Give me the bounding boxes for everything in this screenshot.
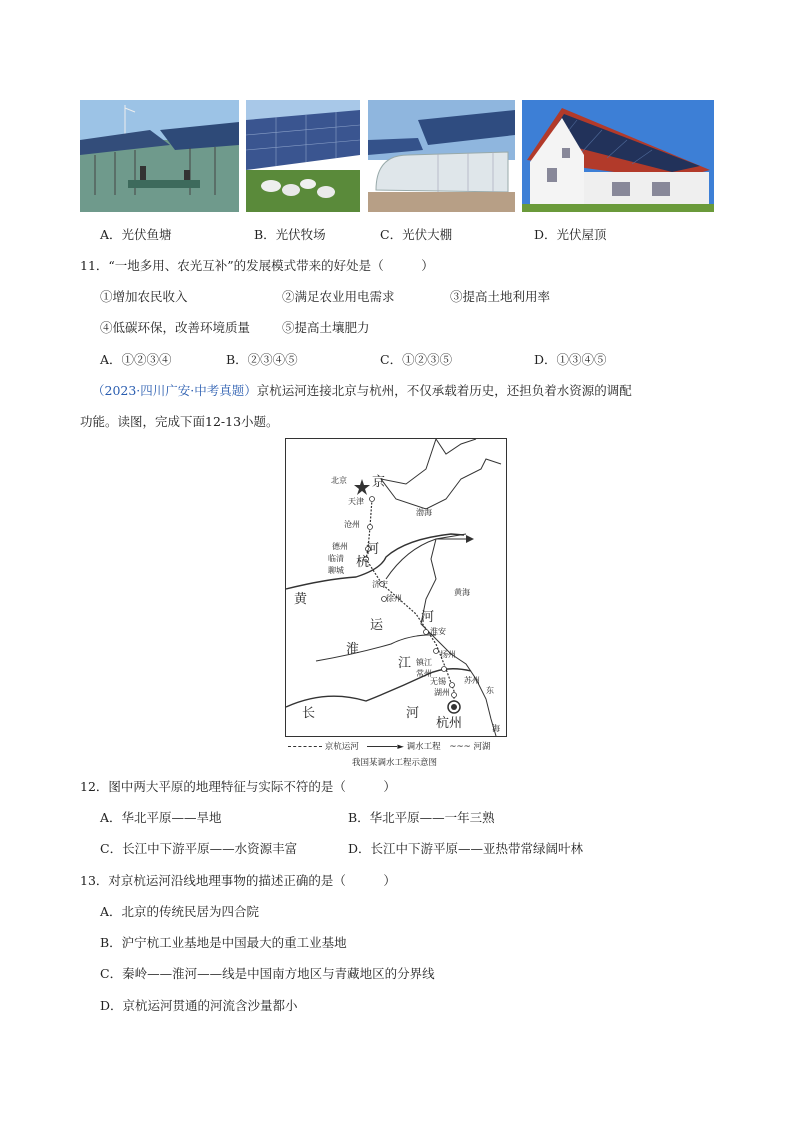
q12-option-b[interactable]: B．华北平原——一年三熟	[348, 810, 495, 825]
city-zhenjiang: 镇江	[416, 658, 432, 667]
city-jining: 济宁	[372, 580, 388, 589]
city-linqing: 临清	[328, 554, 344, 563]
q11-item-2: ②满足农业用电需求	[282, 289, 395, 304]
map-label-yun: 运	[370, 618, 384, 633]
q13-option-c[interactable]: C．秦岭——淮河——线是中国南方地区与青藏地区的分界线	[100, 966, 435, 981]
sea-huanghai: 黄海	[454, 588, 470, 597]
canal-map	[285, 438, 507, 737]
map-label-he1: 河	[366, 542, 380, 557]
city-liaocheng: 聊城	[328, 566, 344, 575]
map-label-jiang: 江	[398, 656, 412, 671]
q12-option-d[interactable]: D．长江中下游平原——亚热带常绿阔叶林	[348, 841, 584, 856]
q11-item-4: ④低碳环保，改善环境质量	[100, 320, 251, 335]
photo-label-c: C．光伏大棚	[380, 227, 453, 242]
q13-option-b[interactable]: B．沪宁杭工业基地是中国最大的重工业基地	[100, 935, 347, 950]
q12-option-c[interactable]: C．长江中下游平原——水资源丰富	[100, 841, 298, 856]
map-label-dong: 东	[486, 686, 494, 695]
photo-label-d: D．光伏屋顶	[534, 227, 607, 242]
q11-stem: 11．“一地多用、农光互补”的发展模式带来的好处是（ ）	[80, 258, 434, 273]
legend-arrow-symbol	[367, 746, 397, 747]
q11-item-1: ①增加农民收入	[100, 289, 188, 304]
city-yangzhou: 扬州	[440, 650, 456, 659]
q12-stem: 12．图中两大平原的地理特征与实际不符的是（ ）	[80, 779, 396, 794]
city-changzhou: 常州	[416, 669, 432, 678]
city-huaian: 淮安	[430, 627, 446, 636]
city-tianjin: 天津	[348, 497, 364, 506]
city-dezhou: 德州	[332, 542, 348, 551]
q12-option-a[interactable]: A．华北平原——旱地	[100, 810, 222, 825]
q11-option-d[interactable]: D．①③④⑤	[534, 352, 607, 367]
map-label-he3: 河	[406, 706, 420, 721]
q11-option-c[interactable]: C．①②③⑤	[380, 352, 453, 367]
legend-canal-label: 京杭运河	[324, 742, 359, 752]
q11-option-b[interactable]: B．②③④⑤	[226, 352, 298, 367]
map-label-huai: 淮	[346, 642, 360, 657]
q11-option-a[interactable]: A．①②③④	[100, 352, 172, 367]
map-label-he2: 河	[421, 610, 435, 625]
photo-ranch	[246, 100, 360, 212]
sea-bohai: 渤海	[416, 508, 432, 517]
legend-arrow-head: ►	[397, 742, 404, 752]
map-label-huang: 黄	[294, 592, 308, 607]
q11-item-5: ⑤提高土壤肥力	[282, 320, 370, 335]
photo-fishpond	[80, 100, 239, 212]
map-caption: 我国某调水工程示意图	[352, 758, 438, 768]
q13-option-a[interactable]: A．北京的传统民居为四合院	[100, 904, 260, 919]
source-tag: （2023·四川广安·中考真题）	[92, 383, 257, 398]
city-suzhou: 苏州	[464, 676, 480, 685]
city-beijing: 北京	[331, 476, 347, 485]
photo-roof	[522, 100, 714, 212]
city-wuxi: 无锡	[430, 677, 446, 686]
legend-project-label: 调水工程	[406, 742, 441, 752]
map-label-hang: 杭	[356, 555, 370, 570]
city-cangzhou: 沧州	[344, 520, 360, 529]
q11-item-3: ③提高土地利用率	[450, 289, 551, 304]
city-xuzhou: 徐州	[386, 594, 402, 603]
intro-line-2: 功能。读图，完成下面12-13小题。	[80, 414, 279, 429]
photo-label-b: B．光伏牧场	[254, 227, 326, 242]
city-hangzhou: 杭州	[436, 716, 463, 731]
q13-stem: 13．对京杭运河沿线地理事物的描述正确的是（ ）	[80, 873, 396, 888]
legend-river-symbol: ~~~	[449, 742, 471, 752]
intro-line-1	[92, 382, 632, 400]
map-label-chang: 长	[302, 706, 316, 721]
map-legend	[288, 740, 490, 752]
photo-greenhouse	[368, 100, 515, 212]
q13-option-d[interactable]: D．京杭运河贯通的河流含沙量都小	[100, 998, 298, 1013]
city-huzhou: 湖州	[434, 688, 450, 697]
map-label-hai: 海	[492, 724, 500, 733]
intro-text-1: 京杭运河连接北京与杭州，不仅承载着历史，还担负着水资源的调配	[256, 383, 632, 398]
legend-canal-symbol	[288, 746, 322, 747]
map-label-jing: 京	[372, 475, 386, 490]
legend-river-label: 河湖	[473, 742, 491, 752]
photo-label-a: A．光伏鱼塘	[100, 227, 172, 242]
